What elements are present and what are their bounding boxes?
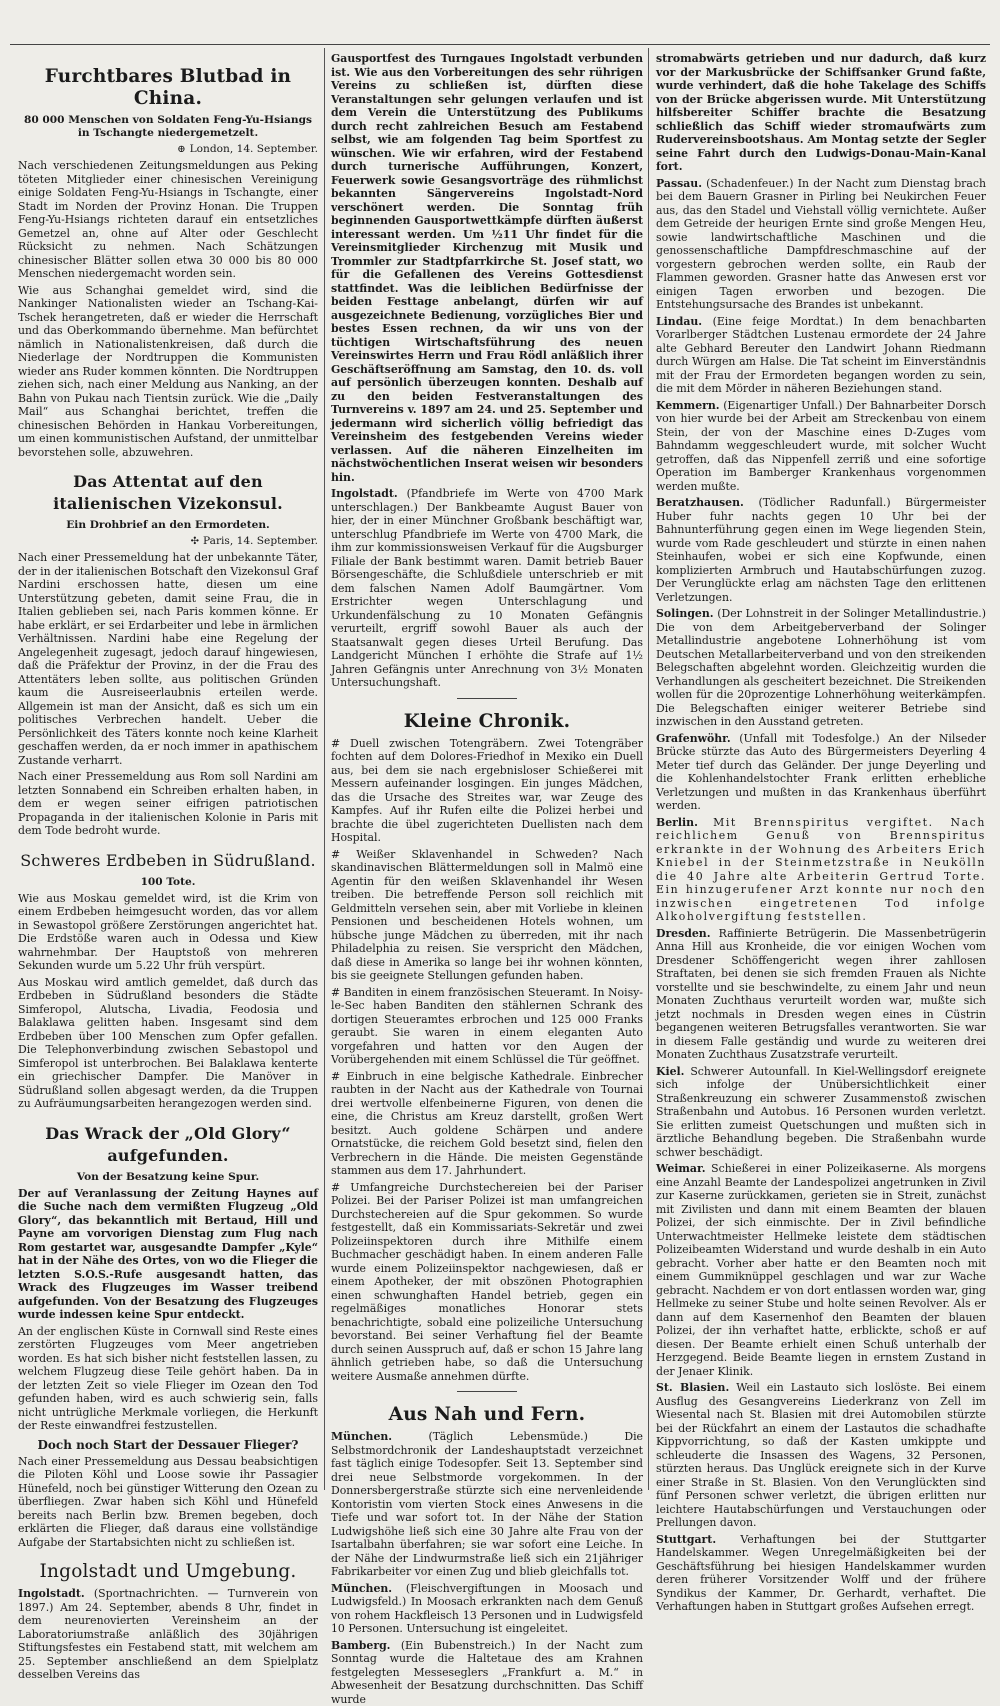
article-paragraph: Grafenwöhr. (Unfall mit Todesfolge.) An der Nilseder Brücke stürzte das Auto des Bürgermeisters Deyerling 4 Meter tief durch das Geländer. Der junge Deyerling und die Kohlenhandelstochter Frank erlitten erhebliche Verletzungen und mußten in das Krankenhaus überführt werden. [656, 732, 986, 813]
article-paragraph: Kiel. Schwerer Autounfall. In Kiel-Wellingsdorf ereignete sich infolge der Unübersichtlichkeit einer Straßenkreuzung ein schwerer Zusammenstoß zwischen Straßenbahn und Autobus. 16 Personen wurden verletzt. Sie erlitten zumeist Quetschungen und mußten sich in ärztliche Behandlung begeben. Die Straßenbahn wurde schwer beschädigt. [656, 1065, 986, 1160]
article-paragraph: Aus Moskau wird amtlich gemeldet, daß durch das Erdbeben in Südrußland besonders die Städte Simferopol, Alutscha, Livadia, Feodosia und Balaklawa gelitten haben. Insgesamt sind dem Erdbeben über 100 Menschen zum Opfer gefallen. Die Telephonverbindung zwischen Sebastopol und Simferopol ist unterbrochen. Bei Balaklawa kenterte ein griechischer Dampfer. Die Manöver in Südrußland sollen abgesagt werden, da die Truppen zu Aufräumungsarbeiten herangezogen werden sind. [18, 976, 318, 1111]
article-paragraph: Passau. (Schadenfeuer.) In der Nacht zum Dienstag brach bei dem Bauern Grasner in Pirling bei Neukirchen Feuer aus, das den Stadel und Viehstall völlig vernichtete. Außer dem Getreide der heurigen Ernte sind große Mengen Heu, sowie landwirtschaftliche Maschinen und die genossenschaftliche Dampfdreschmaschine auf der vorgestern gebrochen werden sollte, ein Raub der Flammen geworden. Grasner hatte das Anwesen erst vor einigen Tagen erworben und bezogen. Die Entstehungsursache des Brandes ist unbekannt. [656, 177, 986, 312]
place-label: Bamberg. [331, 1639, 390, 1652]
article-paragraph: Beratzhausen. (Tödlicher Radunfall.) Bürgermeister Huber fuhr nachts gegen 10 Uhr bei der Bahnunterführung gegen einen im Wege liegenden Stein, wurde vom Rade geschleudert und stürzte in einen nahen Steinhaufen, wobei er sich eine Kopfwunde, einen komplizierten Armbruch und Hautabschürfungen zuzog. Der Verunglückte erlag am nächsten Tage den erlittenen Verletzungen. [656, 496, 986, 604]
place-label: St. Blasien. [656, 1381, 729, 1394]
article-paragraph: # Einbruch in eine belgische Kathedrale. Einbrecher raubten in der Nacht aus der Kathedrale von Tournai drei wertvolle elfenbeinerne Figuren, von denen die eine, die Christus am Kreuz darstellt, großen Wert besitzt. Auch goldene Schärpen und andere Ornatstücke, die reichem Gold besetzt sind, fielen den Verbrechern in die Hände. Die meisten Gegenstände stammen aus dem 17. Jahrhundert. [331, 1070, 643, 1178]
headline-old-glory: Das Wrack der „Old Glory“ aufgefunden. [18, 1123, 318, 1167]
article-paragraph: St. Blasien. Weil ein Lastauto sich loslöste. Bei einem Ausflug des Gesangvereins Liederkranz von Zell im Wiesental nach St. Blasien mit drei Automobilen stürzte bei der Rückfahrt an einem der Lastautos die schadhafte Kippvorrichtung, so daß der Kasten umkippte und schleuderte die Insassen des Wagens, 32 Personen, stürzten heraus. Das Unglück ereignete sich in der Kurve einer Straße in St. Blasien. Von den Verunglückten sind fünf Personen schwer verletzt, die übrigen erlitten nur leichtere Hautabschürfungen und Verstauchungen oder Prellungen davon. [656, 1381, 986, 1530]
article-paragraph: Wie aus Moskau gemeldet wird, ist die Krim von einem Erdbeben heimgesucht worden, das vor allem in Sewastopol größere Zerstörungen angerichtet hat. Die Erdstöße waren auch in Odessa und Kiew wahrnehmbar. Der Hauptstoß von mehreren Sekunden wurde um 5.22 Uhr früh verspürt. [18, 892, 318, 973]
article-paragraph: Solingen. (Der Lohnstreit in der Solinger Metallindustrie.) Die von dem Arbeitgeberverband der Solinger Metallindustrie angebotene Lohnerhöhung ist vom Deutschen Metallarbeiterverband und von den streikenden Belegschaften abgelehnt worden. Gleichzeitig wurden die Verhandlungen als gescheitert bezeichnet. Die Streikenden wollen für die 20prozentige Lohnerhöhung weiterkämpfen. Die Belegschaften einiger weiterer Betriebe sind inzwischen in den Ausstand getreten. [656, 607, 986, 729]
dateline-icon: ✣ [191, 536, 199, 547]
article-paragraph: München. (Täglich Lebensmüde.) Die Selbstmordchronik der Landeshauptstadt verzeichnet fast täglich einige Todesopfer. Seit 13. September sind drei neue Selbstmorde vorgekommen. In der Donnersbergerstraße stürzte sich eine nervenleidende Kontoristin vom vierten Stock eines Anwesens in die Tiefe und war sofort tot. In der Nähe der Station Ludwigshöhe ließ sich eine 30 Jahre alte Frau von der Isartalbahn überfahren; sie war sofort eine Leiche. In der Nähe der Lindwurmstraße ließ sich ein 21jähriger Fabrikarbeiter vor einen Zug und blieb gleichfalls tot. [331, 1430, 643, 1579]
column-rule [324, 48, 325, 1490]
column-middle [331, 52, 643, 1488]
section-divider [457, 698, 517, 699]
place-label: Berlin. [656, 816, 698, 829]
place-label: Lindau. [656, 315, 702, 328]
place-label: Stuttgart. [656, 1533, 716, 1546]
article-paragraph: Nach einer Pressemeldung aus Rom soll Nardini am letzten Sonnabend ein Schreiben erhalten haben, in dem er wegen seiner eifrigen patriotischen Propaganda in der italienischen Kolonie in Paris mit dem Tode bedroht wurde. [18, 770, 318, 838]
place-label: Dresden. [656, 927, 711, 940]
subhead-old-glory: Von der Besatzung keine Spur. [18, 1171, 318, 1184]
headline-kleine-chronik: Kleine Chronik. [331, 711, 643, 733]
article-paragraph: München. (Fleischvergiftungen in Moosach und Ludwigsfeld.) In Moosach erkrankten nach dem Genuß von rohem Hackfleisch 13 Personen und in Ludwigsfeld 10 Personen. Untersuchung ist eingeleitet. [331, 1582, 643, 1636]
article-paragraph: Lindau. (Eine feige Mordtat.) In dem benachbarten Vorarlberger Städtchen Lustenau ermordete der 24 Jahre alte Gebhard Bereuter den Landwirt Johann Riedmann durch Würgen am Halse. Die Tat scheint im Einverständnis mit der Frau der Ermordeten begangen worden zu sein, die mit dem Mörder in näheren Beziehungen stand. [656, 315, 986, 396]
article-paragraph: Der auf Veranlassung der Zeitung Haynes auf die Suche nach dem vermißten Flugzeug „Old Glory“, das bekanntlich mit Bertaud, Hill und Payne am vorvorigen Dienstag zum Flug nach Rom gestartet war, ausgesandte Dampfer „Kyle“ hat in der Nähe des Ortes, von wo die Flieger die letzten S.O.S.-Rufe ausgesandt hatten, das Wrack des Flugzeuges im Wasser treibend aufgefunden. Von der Besatzung des Flugzeuges wurde indessen keine Spur entdeckt. [18, 1187, 318, 1322]
place-label: Weimar. [656, 1162, 706, 1175]
article-paragraph: # Banditen in einem französischen Steueramt. In Noisy-le-Sec haben Banditen den stählernen Schrank des dortigen Steueramtes erbrochen und 125 000 Franks geraubt. Sie waren in einem eleganten Auto vorgefahren und hatten vor den Augen der Vorübergehenden mit einem Schlüssel die Tür geöffnet. [331, 986, 643, 1067]
headline-aus-nah-und-fern: Aus Nah und Fern. [331, 1404, 643, 1426]
article-paragraph: Nach verschiedenen Zeitungsmeldungen aus Peking töteten Mitglieder einer chinesischen Vereinigung einige Soldaten Feng-Yu-Hsiangs in Tschangte, einer Stadt im Norden der Provinz Honan. Die Truppen Feng-Yu-Hsiangs richteten darauf ein entsetzliches Gemetzel an, ohne auf Alter oder Geschlecht Rücksicht zu nehmen. Nach Schätzungen chinesischer Blätter sollen etwa 30 000 bis 80 000 Menschen niedergemacht worden sein. [18, 159, 318, 281]
article-paragraph: Weimar. Schießerei in einer Polizeikaserne. Als morgens eine Anzahl Beamte der Landespolizei angetrunken in Zivil zur Kaserne zurückkamen, gerieten sie in Streit, zunächst mit Zivilisten und dann mit einem Beamten der blauen Polizei, der sich einmischte. Der in Zivil befindliche Unterwachtmeister Hellmeke leistete dem städtischen Polizeibeamten Widerstand und wurde deshalb in ein Auto gebracht. Vorher aber hatte er den Beamten noch mit einem Gummiknüppel geschlagen und war zur Wache gebracht. Nachdem er von dort entlassen worden war, ging Hellmeke zu seiner Stube und holte seinen Revolver. Als er dann auf dem Kasernenhof den Beamten der blauen Polizei, der ihn verhaftet hatte, erblickte, schoß er auf diesen. Der Beamte erhielt einen Schuß unterhalb der Herzgegend. Beide Beamte liegen in ernstem Zustand in der Jenaer Klinik. [656, 1162, 986, 1378]
article-paragraph: Ingolstadt. (Sportnachrichten. — Turnverein von 1897.) Am 24. September, abends 8 Uhr, findet in dem neurenovierten Vereinsheim an der Laboratoriumstraße anläßlich des 30jährigen Stiftungsfestes ein Festabend statt, mit welchem am 25. September anschließend an dem Spielplatz desselben Vereins das [18, 1587, 318, 1682]
article-paragraph: # Duell zwischen Totengräbern. Zwei Totengräber fochten auf dem Dolores-Friedhof in Mexiko ein Duell aus, bei dem sie nach ergebnisloser Schießerei mit Messern aufeinander losgingen. Ein junges Mädchen, das die Ursache des Streites war, war Zeuge des Kampfes. Auf ihr Rufen eilte die Polizei herbei und brachte die übel zugerichteten Duellisten nach dem Hospital. [331, 737, 643, 845]
subhead-china: 80 000 Menschen von Soldaten Feng-Yu-Hsiangs in Tschangte niedergemetzelt. [18, 114, 318, 140]
place-label: München. [331, 1430, 392, 1443]
place-label: Solingen. [656, 607, 714, 620]
place-label: München. [331, 1582, 392, 1595]
headline-china: Furchtbares Blutbad in China. [18, 66, 318, 110]
article-paragraph: Nach einer Pressemeldung hat der unbekannte Täter, der in der italienischen Botschaft den Vizekonsul Graf Nardini erschossen hatte, diesen um eine Unterstützung gebeten, damit seine Frau, die in Italien geblieben sei, nach Paris kommen könne. Er habe erklärt, er sei Erdarbeiter und lebe in ärmlichen Verhältnissen. Nardini habe eine Regelung der Angelegenheit zugesagt, jedoch darauf hingewiesen, daß die Präfektur der Provinz, in der die Frau des Attentäters leben sollte, aus politischen Gründen kaum die Ausreiseerlaubnis erteilen werde. Allgemein ist man der Ansicht, daß es sich um ein politisches Verbrechen handelt. Ueber die Persönlichkeit des Täters konnte noch keine Klarheit geschaffen werden, da er noch immer in apathischem Zustande verharrt. [18, 551, 318, 767]
column-rule [648, 48, 649, 1490]
article-paragraph: Berlin. Mit Brennspiritus vergiftet. Nach reichlichem Genuß von Brennspiritus erkrankte in der Wohnung des Arbeiters Erich Kniebel in der Steinmetzstraße in Neukölln die 40 Jahre alte Arbeiterin Gertrud Torte. Ein hinzugerufener Arzt konnte nur noch den inzwischen eingetretenen Tod infolge Alkoholvergiftung feststellen. [656, 816, 986, 924]
subhead-erdbeben: 100 Tote. [18, 876, 318, 889]
place-label: Kiel. [656, 1065, 684, 1078]
article-paragraph: Dresden. Raffinierte Betrügerin. Die Massenbetrügerin Anna Hill aus Kronheide, die vor einigen Wochen vom Dresdener Schöffengericht wegen ihrer zahllosen Straftaten, bei denen sie sich fremden Frauen als Nichte vorstellte und sie beschwindelte, zu einem Jahr und neun Monaten Zuchthaus verurteilt worden war, mußte sich jetzt nochmals in Dresden wegen eines in Cüstrin begangenen weiteren Betrugsfalles verantworten. Sie war in diesem Falle geständig und wurde zu weiteren drei Monaten Zuchthaus Zusatzstrafe verurteilt. [656, 927, 986, 1062]
place-label: Passau. [656, 177, 702, 190]
article-paragraph: Ingolstadt. (Pfandbriefe im Werte von 4700 Mark unterschlagen.) Der Bankbeamte August Bauer von hier, der in einer Münchner Großbank beschäftigt war, unterschlug Pfandbriefe im Werte von 4700 Mark, die ihm zur kommissionsweisen Verkauf für die Augsburger Filiale der Bank bestimmt waren. Damit betrieb Bauer Börsengeschäfte, die Schlußdiele unterschrieb er mit dem falschen Namen Adolf Baumgärtner. Vom Erstrichter wegen Unterschlagung und Urkundenfälschung zu 10 Monaten Gefängnis verurteilt, ergriff sowohl Bauer als auch der Staatsanwalt gegen dieses Urteil Berufung. Das Landgericht München I erhöhte die Strafe auf 1½ Jahren Gefängnis unter Anrechnung von 3½ Monaten Untersuchungshaft. [331, 487, 643, 690]
dateline-icon: ⊕ [177, 144, 185, 155]
headline-ingolstadt: Ingolstadt und Umgebung. [18, 1561, 318, 1583]
subhead-attentat: Ein Drohbrief an den Ermordeten. [18, 519, 318, 532]
place-label: Ingolstadt. [331, 487, 398, 500]
article-paragraph: An der englischen Küste in Cornwall sind Reste eines zerstörten Flugzeuges vom Meer angetrieben worden. Es hat sich bisher nicht feststellen lassen, zu welchem Flugzeug diese Teile gehört haben. Da in der letzten Zeit so viele Flieger im Ozean den Tod gefunden haben, wird es auch schwierig sein, falls nicht untrügliche Merkmale vorliegen, die Herkunft der Reste einwandfrei festzustellen. [18, 1325, 318, 1433]
column-right [656, 52, 986, 1488]
article-paragraph: Nach einer Pressemeldung aus Dessau beabsichtigen die Piloten Köhl und Loose sowie ihr Passagier Hünefeld, noch bei günstiger Witterung den Ozean zu überfliegen. Zwar haben sich Köhl und Hünefeld bereits nach Berlin bzw. Bremen begeben, doch erklärten die Flieger, daß daraus eine vollständige Aufgabe der Startabsichten nicht zu schließen ist. [18, 1455, 318, 1550]
article-paragraph: Gausportfest des Turngaues Ingolstadt verbunden ist. Wie aus den Vorbereitungen des sehr rührigen Vereins zu schließen ist, dürften diese Veranstaltungen sehr gelungen verlaufen und ist dem Verein die Unterstützung des Publikums durch recht zahlreichen Besuch am Festabend selbst, wie am folgenden Tag beim Sportfest zu wünschen. Wie wir erfahren, wird der Festabend durch turnerische Aufführungen, Konzert, Feuerwerk sowie Gesangsvorträge des rühmlichst bekannten Sängervereins Ingolstadt-Nord verschönert werden. Die Sonntag früh beginnenden Gausportwettkämpfe dürften äußerst interessant werden. Um ½11 Uhr findet für die Vereinsmitglieder Kirchenzug mit Musik und Trommler zur Stadtpfarrkirche St. Josef statt, wo für die Gefallenen des Vereins Gottesdienst stattfindet. Was die leiblichen Bedürfnisse der beiden Festtage anbelangt, dürfen wir auf ausgezeichnete Bedienung, vorzügliches Bier und bestes Essen rechnen, da wir uns von der tüchtigen Wirtschaftsführung des neuen Vereinswirtes Herrn und Frau Rödl anläßlich ihrer Geschäftseröffnung am Samstag, den 10. ds. voll auf persönlich überzeugen konnten. Deshalb auf zu den beiden Festveranstaltungen des Turnvereins v. 1897 am 24. und 25. September und jedermann wird sicherlich völlig befriedigt das Vereinsheim des festgebenden Vereins wieder verlassen. Auf die näheren Einzelheiten im nächstwöchentlichen Inserat weisen wir besonders hin. [331, 52, 643, 484]
place-label: Beratzhausen. [656, 496, 744, 509]
place-label: Grafenwöhr. [656, 732, 731, 745]
top-rule [10, 44, 990, 45]
article-paragraph: Kemmern. (Eigenartiger Unfall.) Der Bahnarbeiter Dorsch von hier wurde bei der Arbeit am Streckenbau von einem Stein, der von der Maschine eines D-Zuges vom Bahndamm weggeschleudert wurde, mit solcher Wucht getroffen, daß das Nippenfell zerriß und eine sofortige Operation im Bamberger Krankenhaus vorgenommen werden mußte. [656, 399, 986, 494]
place-label: Kemmern. [656, 399, 720, 412]
article-paragraph: Wie aus Schanghai gemeldet wird, sind die Nankinger Nationalisten wieder an Tschang-Kai-Tschek herangetreten, daß er wieder die Herrschaft und das Oberkommando übernehme. Man befürchtet nämlich in Nationalistenkreisen, daß durch die Niederlage der Nordtruppen die Kommunisten wieder ans Ruder kommen könnten. Die Nordtruppen ziehen sich, nach einer Meldung aus Nanking, an der Bahn von Pukau nach Tientsin zurück. Wie die „Daily Mail“ aus Schanghai berichtet, treffen die chinesischen Behörden in Hankau Vorbereitungen, um einen kommunistischen Aufstand, der unmittelbar bevorstehen solle, abzuwehren. [18, 284, 318, 460]
article-paragraph: Bamberg. (Ein Bubenstreich.) In der Nacht zum Sonntag wurde die Haltetaue des am Krahnen festgelegten Messeseglers „Frankfurt a. M.“ in Abwesenheit der Besatzung durchschnitten. Das Schiff wurde [331, 1639, 643, 1706]
article-paragraph: stromabwärts getrieben und nur dadurch, daß kurz vor der Markusbrücke der Schiffsanker Grund faßte, wurde verhindert, daß die hohe Takelage des Schiffs von der Brücke abgerissen wurde. Mit Unterstützung hilfsbereiter Schiffer brachte die Besatzung schließlich das Schiff wieder stromaufwärts zum Rudervereinsbootshaus. Am Montag setzte der Segler seine Fahrt durch den Ludwigs-Donau-Main-Kanal fort. [656, 52, 986, 174]
article-paragraph: # Weißer Sklavenhandel in Schweden? Nach skandinavischen Blättermeldungen soll in Malmö eine Agentin für den weißen Sklavenhandel ihr Wesen treiben. Die betreffende Person soll reichlich mit Geldmitteln versehen sein, aber mit Vorliebe in kleinen Pensionen und bescheidenen Hotels wohnen, um hübsche junge Mädchen zu überreden, mit ihr nach Philadelphia zu reisen. Sie verspricht den Mädchen, daß diese in Amerika so lange bei ihr wohnen könnten, bis sie geeignete Stellungen gefunden haben. [331, 848, 643, 983]
place-label: Ingolstadt. [18, 1587, 85, 1600]
headline-attentat: Das Attentat auf den italienischen Vizekonsul. [18, 471, 318, 515]
dateline-paris: ✣ Paris, 14. September. [18, 535, 318, 548]
headline-dessau: Doch noch Start der Dessauer Flieger? [18, 1439, 318, 1452]
dateline-london: ⊕ London, 14. September. [18, 143, 318, 156]
headline-erdbeben: Schweres Erdbeben in Südrußland. [18, 850, 318, 872]
article-paragraph: # Umfangreiche Durchstechereien bei der Pariser Polizei. Bei der Pariser Polizei ist man umfangreichen Durchstechereien auf die Spur gekommen. So wurde festgestellt, daß ein Kommissariats-Sekretär und zwei Polizeiinspektoren durch ihre Mithilfe einem Buchmacher geschädigt haben. In einem anderen Falle wurde einem Polizeiinspektor nachgewiesen, daß er einem Apotheker, der mit obszönen Photographien einen schwunghaften Handel betrieb, gegen ein regelmäßiges monatliches Honorar stets benachrichtigte, sobald eine polizeiliche Untersuchung bevorstand. Bei seiner Verhaftung fiel der Beamte durch seinen Ausspruch auf, daß er schon 15 Jahre lang ähnlich getrieben habe, so daß die Untersuchung weitere Ausmaße annehmen dürfte. [331, 1181, 643, 1384]
article-paragraph: Stuttgart. Verhaftungen bei der Stuttgarter Handelskammer. Wegen Unregelmäßigkeiten bei der Geschäftsführung bei hiesigen Handelskammer wurden deren früherer Vorsitzender Wolff und der frühere Syndikus der Kammer, Dr. Gerhardt, verhaftet. Die Verhaftungen haben in Stuttgart großes Aufsehen erregt. [656, 1533, 986, 1614]
section-divider [457, 1391, 517, 1392]
column-left [18, 52, 318, 1488]
